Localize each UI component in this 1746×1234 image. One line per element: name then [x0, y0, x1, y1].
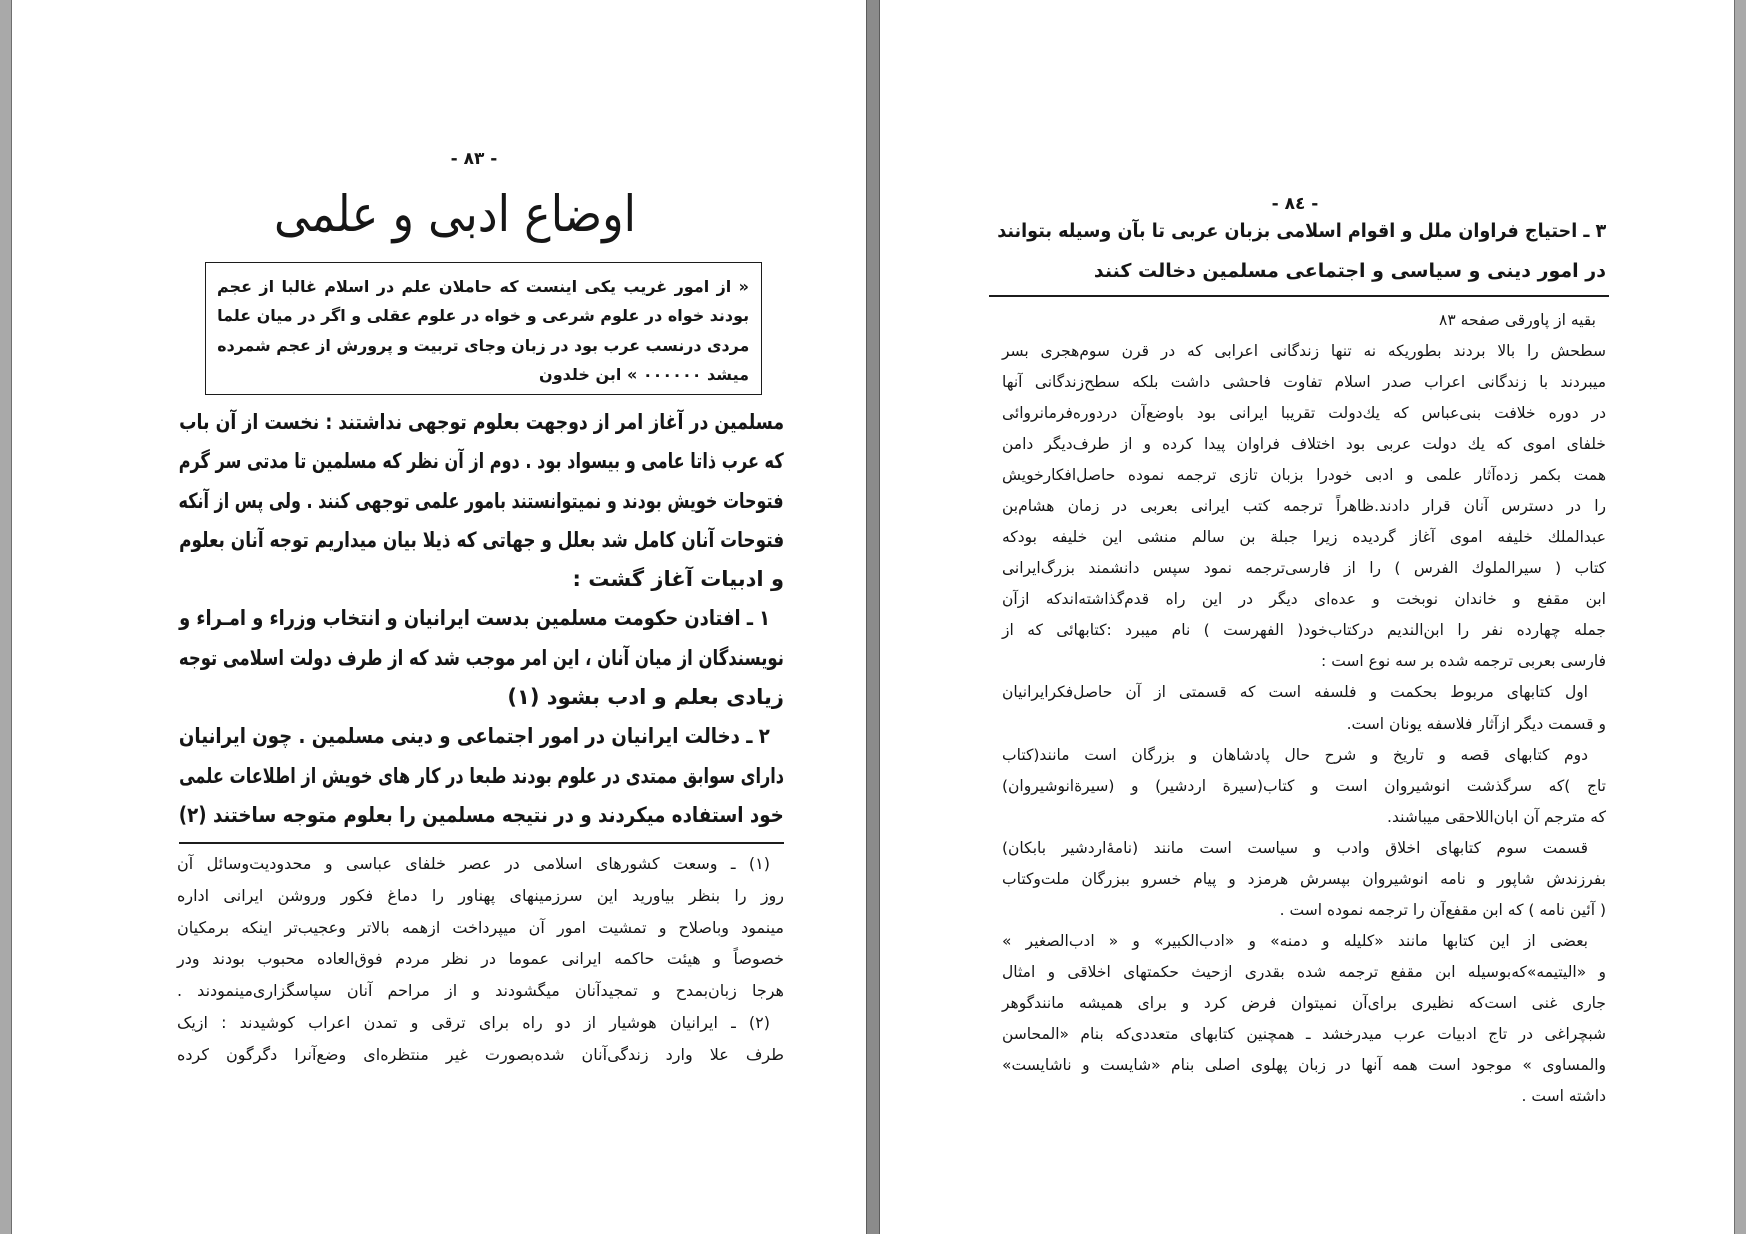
text-line [1002, 615, 1606, 646]
text-line-text: را در دسترس آنان قرار دادند.ظاهراً ترجمه کتب ایرانی بعربی در زمان هشام‌بن [1002, 496, 1606, 515]
text-line-text: ابن مقفع و خاندان نوبخت و عده‌ای دیگر در این راه قدم‌گذاشته‌اندکه ازآن [1002, 590, 1606, 609]
text-line-text: فارسی بعربی ترجمه شده بر سه نوع است : [1321, 652, 1606, 671]
text-line [1002, 1050, 1606, 1081]
quote-line [217, 360, 749, 389]
body-line-text: و ادبیات آغاز گشت : [572, 567, 784, 592]
page-title [273, 178, 658, 250]
heading-line-text: در امور دینی و سیاسی و اجتماعی مسلمین دخالت کنند [1093, 260, 1606, 282]
text-line [1002, 522, 1606, 553]
text-line-text: کتاب ( سیرالملوك الفرس ) را از فارسی‌ترجمه نمود سپس دانشمند بزرگ‌ایرانی [1002, 559, 1606, 578]
quote-line-text: « از امور غریب یکی اینست که حاملان علم در اسلام غالبا از عجم [217, 277, 749, 296]
text-line-text: قسمت سوم کتابهای اخلاق وادب و سیاست است مانند (نامهٔ‌اردشیر بابکان) [1002, 838, 1588, 857]
text-line-text: و «الیتیمه»که‌بوسیله ابن مقفع ترجمه شده بقدری ازحیث حکمتهای اخلاقی و امثال [1002, 963, 1606, 982]
text-line-text: تاج )که سرگذشت انوشیروان است و کتاب(سیرة اردشیر) و (سیرة‌انوشیروان) [1002, 776, 1606, 795]
heading-rule [989, 295, 1609, 297]
text-line [1002, 367, 1606, 398]
text-line-text: در دوره خلافت بنی‌عباس که یك‌دولت تقریبا ایرانی بود باوضع‌آن دردوره‌فرمانروائی [1002, 403, 1606, 422]
body-line-text: خود استفاده میکردند و در نتیجه مسلمین را بعلوم متوجه ساختند (٢) [179, 802, 784, 827]
footnote-line-text: خصوصاً و هیئت حاکمه ایرانی عموما در نظر مردم فوق‌العاده محبوب بودند ودر [177, 949, 784, 969]
text-line-text: سطحش را بالا بردند بطوریکه نه تنها زندگانی اعرابی که در قرن سوم‌هجری بسر [1002, 341, 1606, 360]
body-line [179, 599, 784, 638]
body-line-text: زیادی بعلم و ادب بشود (١) [507, 685, 784, 710]
text-line-text: جمله چهارده نفر را ابن‌الندیم درکتاب‌خود( الفهرست ) نام میبرد :کتابهائی که از [1002, 621, 1606, 640]
footnote-line [177, 943, 784, 975]
page-gutter [866, 0, 880, 1234]
text-line-text: والمساوی » موجود است همه آنها در زبان پهلوی اصلی بنام «شایست و ناشایست» [1002, 1056, 1606, 1075]
text-line [1002, 646, 1606, 677]
quote-line-text: بودند خواه در علوم شرعی و خواه در علوم عقلی و اگر در میان علما [217, 306, 749, 326]
text-line-text: شبچراغی در تاج ادبیات عرب میدرخشد ـ همچنین کتابهای متعددی‌که بنام «المحاسن [1002, 1025, 1606, 1044]
body-line-text: مسلمین در آغاز امر از دوجهت بعلوم توجهی نداشتند : نخست از آن باب [179, 410, 784, 434]
body-line [179, 639, 784, 678]
text-line [1002, 336, 1606, 367]
footnote-line [177, 1039, 784, 1071]
text-line-text: و قسمت دیگر ازآثار فلاسفه یونان است. [1346, 714, 1606, 733]
text-line-text: داشته است . [1521, 1087, 1606, 1106]
heading-line-text: ٣ ـ احتیاج فراوان ملل و اقوام اسلامی بزبان عربی تا بآن وسیله بتوانند [997, 220, 1606, 242]
text-line [1002, 709, 1606, 740]
text-line-text: خلفای اموی که یك دولت عربی بود اختلاف فراوان پیدا کرده و از طرف‌دیگر دامن [1002, 434, 1606, 453]
text-line [1002, 957, 1606, 988]
page-title-text: اوضاع ادبی و علمی [273, 185, 636, 243]
body-line [179, 560, 784, 599]
quote-line [217, 272, 749, 301]
text-line [1002, 584, 1606, 615]
text-line [1002, 895, 1606, 926]
footnote-line-text: (٢) ـ ایرانیان هوشیار از دو راه برای ترقی و تمدن اعراب کوشیدند : ازیک [177, 1012, 770, 1032]
footnote-rule [179, 842, 784, 844]
footnote-line-text: مینمود وباصلاح و تمشیت امور آن میپرداخت ازهمه بالاتر وعجیب‌تر اینکه برمکیان [177, 917, 784, 937]
body-line [179, 717, 784, 756]
section-heading [997, 211, 1606, 291]
body-line-text: فتوحات خویش بودند و نمیتوانستند بامور علمی توجهی کنند . ولی پس از آنکه [179, 488, 784, 513]
text-line [1002, 740, 1606, 771]
body-line-text: ٢ ـ دخالت ایرانیان در امور اجتماعی و دینی مسلمین . چون ایرانیان [179, 724, 770, 749]
text-line [1002, 833, 1606, 864]
body-line [179, 796, 784, 835]
text-line-text: بفرزندش شاپور و نامه انوشیروان بپسرش هرمزد و پیام خسرو ببزرگان ملت‌وکتاب [1002, 869, 1606, 888]
text-line-text: اول کتابهای مربوط بحکمت و فلسفه است که قسمتی از آن حاصل‌فکرایرانیان [1002, 683, 1588, 702]
quote-line-text: مردی درنسب عرب بود در زبان وجای تربیت و پرورش از عجم شمرده [217, 335, 749, 355]
footnote-line [177, 848, 784, 880]
text-line-text: عبدالملك خلیفه اموی آغاز گردیده زیرا جبلة بن سالم منشی این خلیفه بودکه [1002, 528, 1606, 547]
right-page [880, 0, 1735, 1234]
body-line [179, 442, 784, 481]
footnote-line-text: هرجا زبان‌بمدح و تمجیدآنان میگشودند و از مراحم آنان سپاسگزاری‌مینمودند . [177, 981, 784, 1001]
text-line-text: که مترجم آن ابان‌اللاحقی میباشند. [1387, 807, 1606, 826]
body-line [179, 678, 784, 717]
footnote-line-text: (١) ـ وسعت کشورهای اسلامی در عصر خلفای عباسی و محدودیت‌وسائل آن [177, 854, 770, 873]
footnote-line [177, 1007, 784, 1039]
body-line-text: ١ ـ افتادن حکومت مسلمین بدست ایرانیان و انتخاب وزراء و امـراء و [179, 606, 770, 631]
page-number: - ٨٣ - [450, 149, 498, 169]
footnotes [177, 848, 784, 1071]
footnote-line-text: روز را بنظر بیاورید این سرزمینهای پهناور را دماغ فکور وروشن ایرانی اداره [177, 885, 784, 905]
text-line [1002, 553, 1606, 584]
continuation-label-text: بقیه از پاورقی صفحه ٨٣ [1439, 310, 1596, 329]
text-line [1002, 926, 1606, 957]
text-line [1002, 460, 1606, 491]
continuation-label [1002, 305, 1606, 336]
text-line [1002, 771, 1606, 802]
body-line-text: فتوحات آنان کامل شد بعلل و جهاتی که ذیلا بیان میداریم توجه آنان بعلوم [179, 527, 784, 552]
quote-line [217, 301, 749, 330]
quote-box [205, 262, 762, 395]
quote-attribution: میشد ٠٠٠٠٠٠ » ابن خلدون [539, 364, 749, 384]
text-line [1002, 864, 1606, 895]
body-line-text: دارای سوابق ممتدی در علوم بودند طبعا در کار های خویش از اطلاعات علمی [179, 763, 784, 788]
page-number: - ٨٤ - [1271, 194, 1319, 214]
heading-line [997, 251, 1606, 291]
quote-line [217, 331, 749, 360]
body-line-text: نویسندگان از میان آنان ، این امر موجب شد که از طرف دولت اسلامی توجه [179, 645, 784, 670]
footnote-continuation [1002, 305, 1606, 1113]
footnote-line [177, 975, 784, 1007]
footnote-line [177, 912, 784, 944]
text-line [1002, 802, 1606, 833]
text-line-text: میبردند با زندگانی اعراب صدر اسلام تفاوت فاحشی داشت بلکه سطح‌زندگانی آنها [1002, 372, 1606, 391]
body-line [179, 482, 784, 521]
text-line-text: دوم کتابهای قصه و تاریخ و شرح حال پادشاهان و بزرگان است مانند(کتاب [1002, 745, 1588, 764]
text-line-text: بعضی از این کتابها مانند «کلیله و دمنه» و «ادب‌الکبیر» و « ادب‌الصغیر » [1002, 932, 1588, 951]
body-line [179, 757, 784, 796]
text-line [1002, 429, 1606, 460]
text-line-text: جاری غنی است‌که نظیری برای‌آن نمیتوان فرض کرد و برای همیشه مانندگوهر [1002, 994, 1606, 1013]
left-page [11, 0, 866, 1234]
text-line-text: همت بکمر زده‌آثار علمی و ادبی خودرا بزبان تازی ترجمه نموده حاصل‌افکارخویش [1002, 465, 1606, 484]
text-line [1002, 398, 1606, 429]
heading-line [997, 211, 1606, 251]
footnote-line-text: طرف علا وارد زندگی‌آنان شده‌بصورت غیر منتظره‌ای وضع‌آنرا دگرگون کرده [177, 1044, 784, 1064]
text-line [1002, 988, 1606, 1019]
text-line [1002, 1081, 1606, 1112]
text-line [1002, 1019, 1606, 1050]
footnote-line [177, 880, 784, 912]
body-line-text: که عرب ذاتا عامی و بیسواد بود . دوم از آن نظر که مسلمین تا مدتی سر گرم [179, 449, 784, 474]
body-text [179, 403, 784, 835]
body-line [179, 521, 784, 560]
text-line [1002, 677, 1606, 708]
text-line [1002, 491, 1606, 522]
text-line-text: ( آئین نامه ) که ابن مقفع‌آن را ترجمه نموده است . [1279, 900, 1606, 919]
body-line [179, 403, 784, 442]
